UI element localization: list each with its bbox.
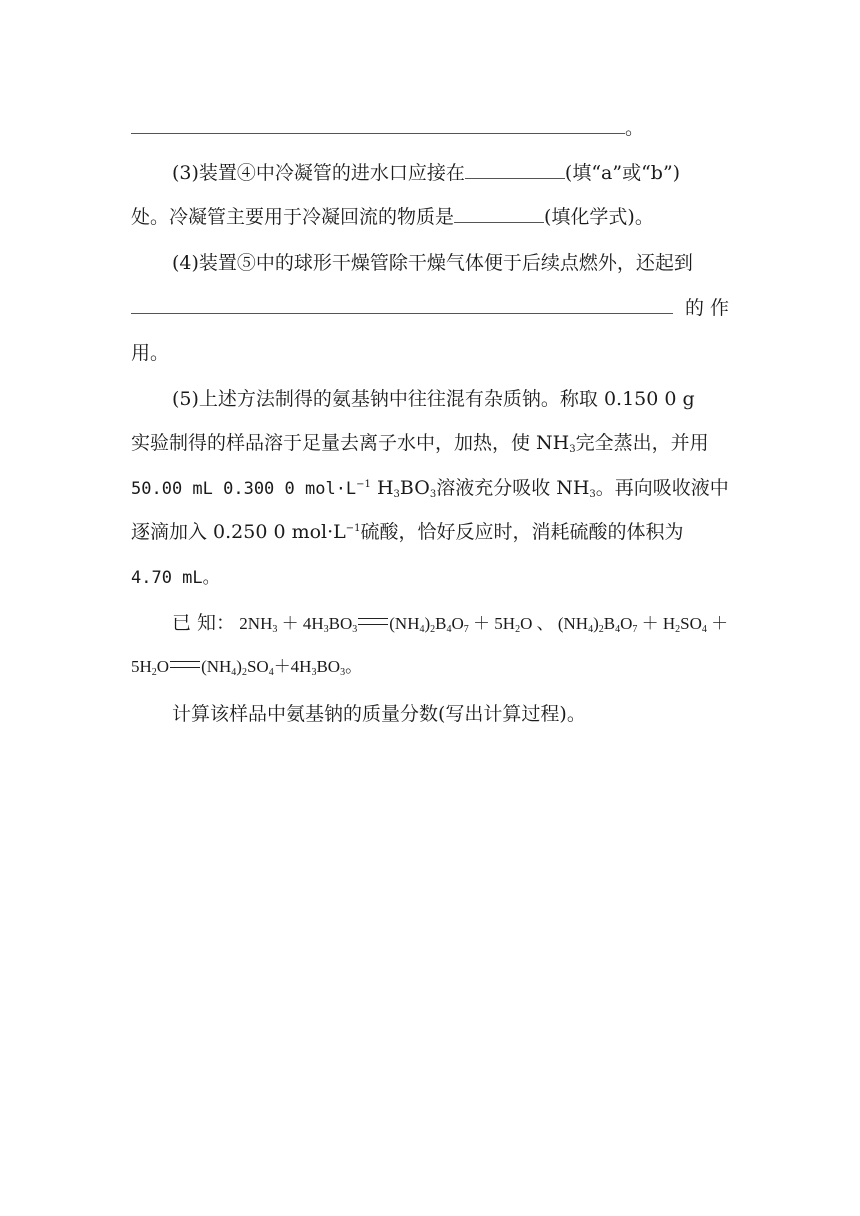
eq-part: ＋ <box>706 614 729 633</box>
subscript: 4 <box>615 624 621 635</box>
subscript: 2 <box>151 667 157 678</box>
eq-part: ＋ 5H <box>468 614 516 633</box>
q4-text: (4)装置⑤中的球形干燥管除干燥气体便于后续点燃外，还起到 <box>172 252 693 274</box>
subscript: 2 <box>598 624 604 635</box>
q5-text-3d: 溶液充分吸收 NH <box>436 477 590 499</box>
eq-part: SO <box>246 657 269 676</box>
line-end-mark: 。 <box>625 117 645 139</box>
q3-hint-2: (填化学式)。 <box>544 206 654 228</box>
q5-line-1 <box>172 385 730 413</box>
subscript: 2 <box>430 624 436 635</box>
eq-part: ＋ 4H <box>277 614 324 633</box>
eq-part: O <box>156 657 170 676</box>
subscript: 3 <box>340 667 346 678</box>
eq-part: (NH <box>389 614 420 633</box>
eq-part: (NH <box>201 657 232 676</box>
q3-blank-inlet <box>465 162 565 179</box>
q5-line-3 <box>131 474 730 502</box>
subscript: 7 <box>632 624 638 635</box>
q4-line-3 <box>131 339 730 367</box>
eq-part: B <box>603 614 616 633</box>
eq-part: 5H <box>131 657 152 676</box>
q5-text-2a: 实验制得的样品溶于足量去离子水中，加热，使 NH <box>131 432 570 454</box>
subscript: 3 <box>311 667 317 678</box>
q3-blank-formula <box>454 206 544 223</box>
subscript: 4 <box>419 624 425 635</box>
superscript: −1 <box>356 479 371 490</box>
known-equation-1 <box>172 609 730 637</box>
subscript: 3 <box>589 489 596 500</box>
known-label: 已 知： <box>172 612 236 634</box>
eq-part: ) <box>593 614 599 633</box>
q3-hint: (填“a”或“b”) <box>564 162 681 184</box>
subscript: 3 <box>569 444 576 455</box>
q3-text-2: 处。冷凝管主要用于冷凝回流的物质是 <box>131 206 455 228</box>
answer-line-q2 <box>131 114 730 142</box>
q4-blank <box>131 297 673 314</box>
q5-text-3a: 50.00 mL 0.300 0 mol·L <box>131 479 357 499</box>
equals-sign <box>170 661 200 668</box>
subscript: 4 <box>588 624 594 635</box>
q3-line-1 <box>172 159 730 187</box>
superscript: −1 <box>345 523 361 534</box>
subscript: 3 <box>352 624 358 635</box>
eq-part: B <box>435 614 447 633</box>
final-instruction <box>172 700 730 728</box>
q4-line-1 <box>172 249 730 277</box>
q5-line-5 <box>131 563 730 591</box>
q5-text-3c: BO <box>399 477 430 499</box>
final-text: 计算该样品中氨基钠的质量分数(写出计算过程)。 <box>172 703 586 725</box>
eq-part: 2NH <box>239 614 273 633</box>
subscript: 4 <box>701 624 707 635</box>
q5-text-3e: 。再向吸收液中 <box>595 477 729 499</box>
subscript: 4 <box>446 624 452 635</box>
eq-part: ＋ H <box>637 614 676 633</box>
eq-part: O <box>620 614 633 633</box>
q5-line-4 <box>131 518 730 546</box>
subscript: 3 <box>272 624 278 635</box>
subscript: 2 <box>675 624 681 635</box>
equals-sign <box>358 618 388 625</box>
subscript: 3 <box>393 489 400 500</box>
subscript: 7 <box>463 624 469 635</box>
q3-text: (3)装置④中冷凝管的进水口应接在 <box>172 162 465 184</box>
subscript: 4 <box>268 667 274 678</box>
subscript: 3 <box>429 489 437 500</box>
eq-part: 。 <box>345 657 363 676</box>
subscript: 2 <box>515 624 521 635</box>
subscript: 2 <box>241 667 247 678</box>
known-equation-2 <box>131 653 730 681</box>
eq-part: ＋4H <box>273 657 312 676</box>
q5-text-3b: H <box>370 477 394 499</box>
answer-blank <box>131 117 625 134</box>
eq-part: BO <box>328 614 353 633</box>
q5-text-4b: 硫酸，恰好反应时，消耗硫酸的体积为 <box>360 521 684 543</box>
q5-line-2 <box>131 429 730 457</box>
eq-part: BO <box>316 657 341 676</box>
subscript: 3 <box>323 624 329 635</box>
q4-text-3: 用。 <box>131 342 170 364</box>
q5-text-2b: 完全蒸出，并用 <box>575 432 709 454</box>
q3-line-2 <box>131 203 730 231</box>
q4-text-2: 的 作 <box>685 297 730 319</box>
subscript: 4 <box>231 667 237 678</box>
eq-part: O 、 (NH <box>520 614 589 633</box>
q4-line-2 <box>131 294 730 322</box>
eq-part: ) <box>424 614 431 633</box>
q5-text-4a: 逐滴加入 0.250 0 mol·L <box>131 521 346 543</box>
q5-text-1: (5)上述方法制得的氨基钠中往往混有杂质钠。称取 0.150 0 g <box>172 388 695 410</box>
eq-part: O <box>451 614 464 633</box>
eq-part: SO <box>680 614 702 633</box>
q5-text-5: 4.70 mL。 <box>131 568 220 588</box>
eq-part: ) <box>236 657 242 676</box>
